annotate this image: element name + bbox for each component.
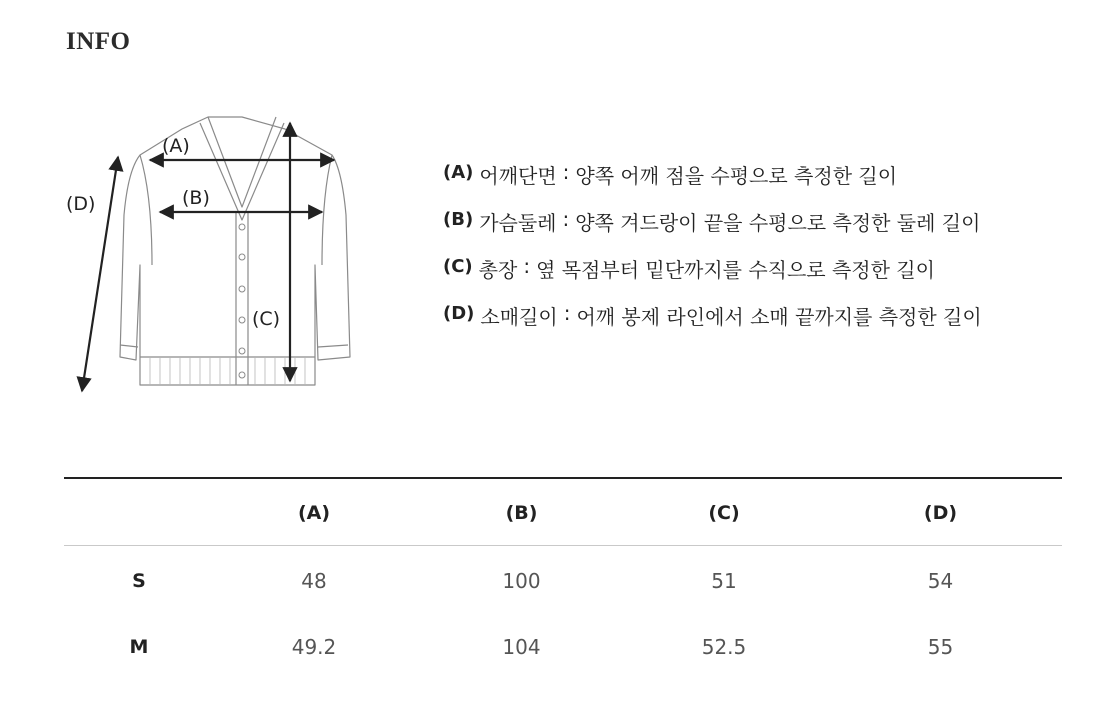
table-cell: 55 (927, 635, 954, 659)
legend-description: 어깨 봉제 라인에서 소매 끝까지를 측정한 길이 (576, 305, 982, 329)
diagram-label-b: (B) (182, 187, 210, 209)
section-title: INFO (66, 28, 131, 55)
table-cell: 49.2 (291, 635, 337, 659)
measurement-legend (443, 160, 982, 348)
legend-description: 양쪽 겨드랑이 끝을 수평으로 측정한 둘레 길이 (575, 211, 981, 235)
legend-term: 가슴둘레 (479, 211, 557, 235)
legend-separator: : (563, 301, 571, 325)
legend-description: 옆 목점부터 밑단까지를 수직으로 측정한 길이 (536, 258, 935, 282)
legend-separator: : (562, 207, 570, 231)
cardigan-illustration (60, 105, 360, 405)
table-cell: 100 (502, 569, 541, 593)
diagram-label-a: (A) (162, 135, 190, 157)
diagram-label-d: (D) (66, 193, 96, 215)
header-cell-size (64, 479, 214, 546)
legend-item-c (443, 254, 982, 301)
diagram-label-c: (C) (252, 308, 281, 330)
header-cell-c: (C) (708, 501, 740, 524)
header-cell-d: (D) (923, 501, 958, 524)
size-label: S (132, 570, 146, 592)
size-table (64, 479, 1062, 680)
header-cell-a: (A) (297, 501, 331, 524)
legend-key: (D) (443, 303, 475, 324)
legend-term: 소매길이 (480, 305, 558, 329)
legend-separator: : (523, 254, 531, 278)
table-row (64, 546, 1062, 614)
table-header-row (64, 479, 1062, 546)
cardigan-diagram (60, 105, 360, 405)
table-cell: 51 (711, 569, 737, 593)
table-row (64, 614, 1062, 680)
table-cell: 104 (502, 635, 541, 659)
table-cell: 52.5 (701, 635, 747, 659)
legend-key: (B) (443, 209, 474, 230)
legend-key: (A) (443, 162, 474, 183)
legend-term: 총장 (478, 258, 518, 282)
legend-item-d (443, 301, 982, 348)
legend-key: (C) (443, 256, 473, 277)
table-cell: 54 (927, 569, 954, 593)
size-label: M (129, 636, 149, 658)
legend-item-a (443, 160, 982, 207)
legend-item-b (443, 207, 982, 254)
legend-term: 어깨단면 (479, 164, 557, 188)
legend-description: 양쪽 어깨 점을 수평으로 측정한 길이 (575, 164, 898, 188)
table-cell: 48 (301, 569, 327, 593)
header-cell-b: (B) (505, 501, 538, 524)
legend-separator: : (562, 160, 570, 184)
